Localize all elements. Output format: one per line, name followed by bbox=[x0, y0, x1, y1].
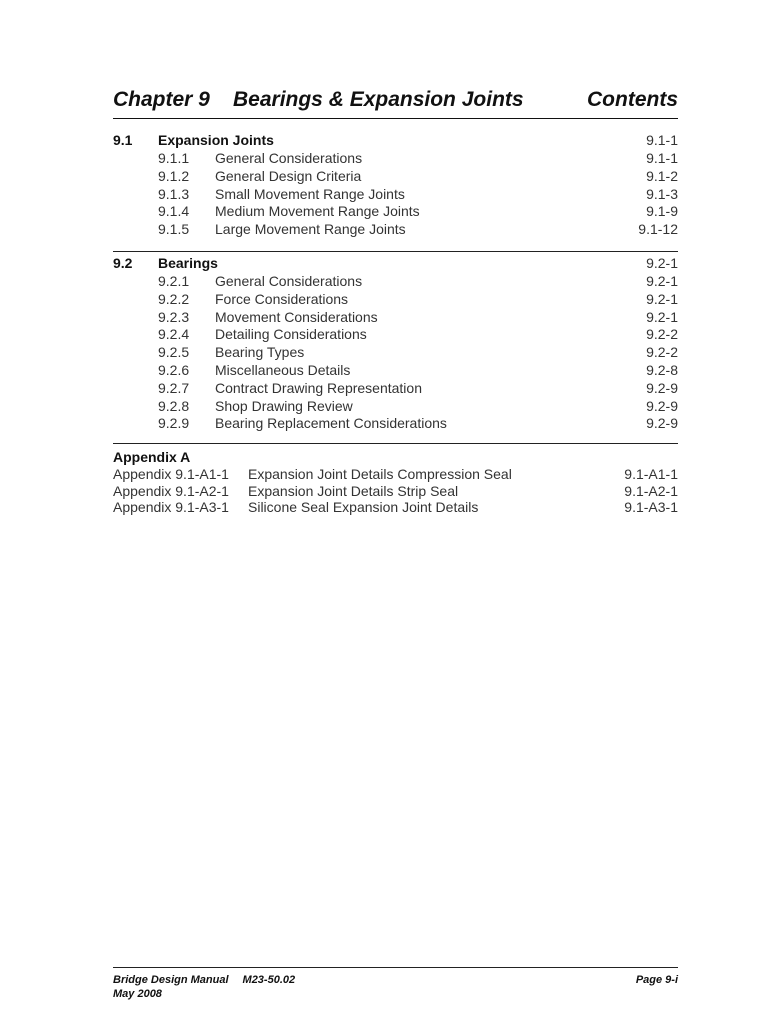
section-number: 9.2 bbox=[113, 255, 133, 271]
section-9-1 bbox=[113, 132, 678, 239]
entry-title: Bearing Replacement Considerations bbox=[215, 415, 447, 432]
toc-entry[interactable] bbox=[113, 221, 678, 239]
entry-page: 9.2-9 bbox=[646, 415, 678, 432]
entry-title: Contract Drawing Representation bbox=[215, 379, 422, 396]
appendix-title: Silicone Seal Expansion Joint Details bbox=[248, 499, 479, 515]
appendix-number: Appendix 9.1-A3-1 bbox=[113, 499, 229, 515]
appendix-entry[interactable] bbox=[113, 499, 678, 516]
footer-manual-name: Bridge Design Manual bbox=[113, 974, 229, 986]
toc-entry[interactable] bbox=[113, 273, 678, 291]
section-title: Bearings bbox=[158, 255, 218, 271]
appendix-heading: Appendix A bbox=[113, 449, 191, 465]
section-page: 9.1-1 bbox=[646, 132, 678, 148]
chapter-name: Bearings & Expansion Joints bbox=[233, 88, 524, 111]
toc-entry[interactable] bbox=[113, 203, 678, 221]
footer-manual-code: M23-50.02 bbox=[242, 974, 296, 986]
section-title: Expansion Joints bbox=[158, 132, 274, 148]
entry-title: Miscellaneous Details bbox=[215, 361, 351, 378]
entry-title: Large Movement Range Joints bbox=[215, 221, 406, 238]
entry-title: Movement Considerations bbox=[215, 308, 378, 325]
entry-number: 9.1.1 bbox=[158, 150, 190, 166]
entry-page: 9.2-8 bbox=[646, 361, 678, 378]
entry-title: Bearing Types bbox=[215, 344, 305, 361]
contents-label: Contents bbox=[587, 88, 678, 111]
footer-manual-line bbox=[113, 974, 295, 986]
section-number: 9.1 bbox=[113, 132, 133, 148]
appendix-number: Appendix 9.1-A1-1 bbox=[113, 466, 229, 482]
toc-entry[interactable] bbox=[113, 309, 678, 327]
entry-number: 9.2.4 bbox=[158, 326, 190, 343]
appendix-page: 9.1-A2-1 bbox=[624, 482, 678, 499]
entry-number: 9.2.1 bbox=[158, 273, 190, 289]
toc-entry[interactable] bbox=[113, 415, 678, 433]
appendix-section bbox=[113, 449, 678, 516]
entry-page: 9.2-2 bbox=[646, 344, 678, 361]
entry-page: 9.2-9 bbox=[646, 397, 678, 414]
entry-number: 9.2.2 bbox=[158, 290, 190, 307]
toc-entry[interactable] bbox=[113, 326, 678, 344]
section-page: 9.2-1 bbox=[646, 255, 678, 271]
toc-entry[interactable] bbox=[113, 186, 678, 204]
appendix-title: Expansion Joint Details Strip Seal bbox=[248, 482, 459, 499]
toc-entry[interactable] bbox=[113, 362, 678, 380]
appendix-page: 9.1-A3-1 bbox=[624, 499, 678, 515]
entry-title: General Considerations bbox=[215, 150, 363, 166]
section-9-2 bbox=[113, 255, 678, 433]
appendix-entry[interactable] bbox=[113, 466, 678, 483]
toc-entry[interactable] bbox=[113, 380, 678, 398]
toc-entry[interactable] bbox=[113, 291, 678, 309]
appendix-page: 9.1-A1-1 bbox=[624, 466, 678, 482]
footer-date: May 2008 bbox=[113, 988, 162, 1000]
section-divider bbox=[113, 443, 678, 444]
entry-title: General Considerations bbox=[215, 273, 363, 289]
chapter-header bbox=[113, 88, 678, 119]
toc-entry[interactable] bbox=[113, 398, 678, 416]
entry-page: 9.1-3 bbox=[646, 185, 678, 202]
entry-number: 9.2.8 bbox=[158, 397, 190, 414]
entry-number: 9.1.5 bbox=[158, 221, 190, 238]
chapter-title bbox=[113, 88, 524, 112]
entry-number: 9.1.4 bbox=[158, 203, 190, 220]
entry-page: 9.1-12 bbox=[638, 221, 678, 238]
toc-entry[interactable] bbox=[113, 150, 678, 168]
entry-title: General Design Criteria bbox=[215, 167, 362, 184]
section-heading[interactable] bbox=[113, 255, 678, 273]
section-divider bbox=[113, 251, 678, 252]
entry-page: 9.1-2 bbox=[646, 167, 678, 184]
toc-entry[interactable] bbox=[113, 344, 678, 362]
entry-title: Medium Movement Range Joints bbox=[215, 203, 420, 220]
entry-number: 9.1.3 bbox=[158, 185, 190, 202]
footer-divider bbox=[113, 967, 678, 968]
entry-number: 9.2.3 bbox=[158, 308, 190, 325]
entry-number: 9.2.9 bbox=[158, 415, 190, 432]
entry-page: 9.2-1 bbox=[646, 273, 678, 289]
entry-page: 9.2-2 bbox=[646, 326, 678, 343]
toc-entry[interactable] bbox=[113, 168, 678, 186]
entry-number: 9.1.2 bbox=[158, 167, 190, 184]
footer-page-number: Page 9-i bbox=[635, 974, 678, 986]
appendix-title: Expansion Joint Details Compression Seal bbox=[248, 466, 512, 482]
entry-page: 9.2-1 bbox=[646, 308, 678, 325]
entry-page: 9.1-1 bbox=[646, 150, 678, 166]
section-heading[interactable] bbox=[113, 132, 678, 150]
appendix-entry[interactable] bbox=[113, 483, 678, 500]
appendix-number: Appendix 9.1-A2-1 bbox=[113, 482, 229, 499]
entry-number: 9.2.5 bbox=[158, 344, 190, 361]
entry-page: 9.1-9 bbox=[646, 203, 678, 220]
entry-title: Detailing Considerations bbox=[215, 326, 367, 343]
entry-page: 9.2-9 bbox=[646, 379, 678, 396]
entry-title: Small Movement Range Joints bbox=[215, 185, 405, 202]
entry-number: 9.2.6 bbox=[158, 361, 190, 378]
entry-number: 9.2.7 bbox=[158, 379, 190, 396]
chapter-number: Chapter 9 bbox=[113, 88, 210, 111]
entry-page: 9.2-1 bbox=[646, 290, 678, 307]
entry-title: Shop Drawing Review bbox=[215, 397, 353, 414]
entry-title: Force Considerations bbox=[215, 290, 349, 307]
